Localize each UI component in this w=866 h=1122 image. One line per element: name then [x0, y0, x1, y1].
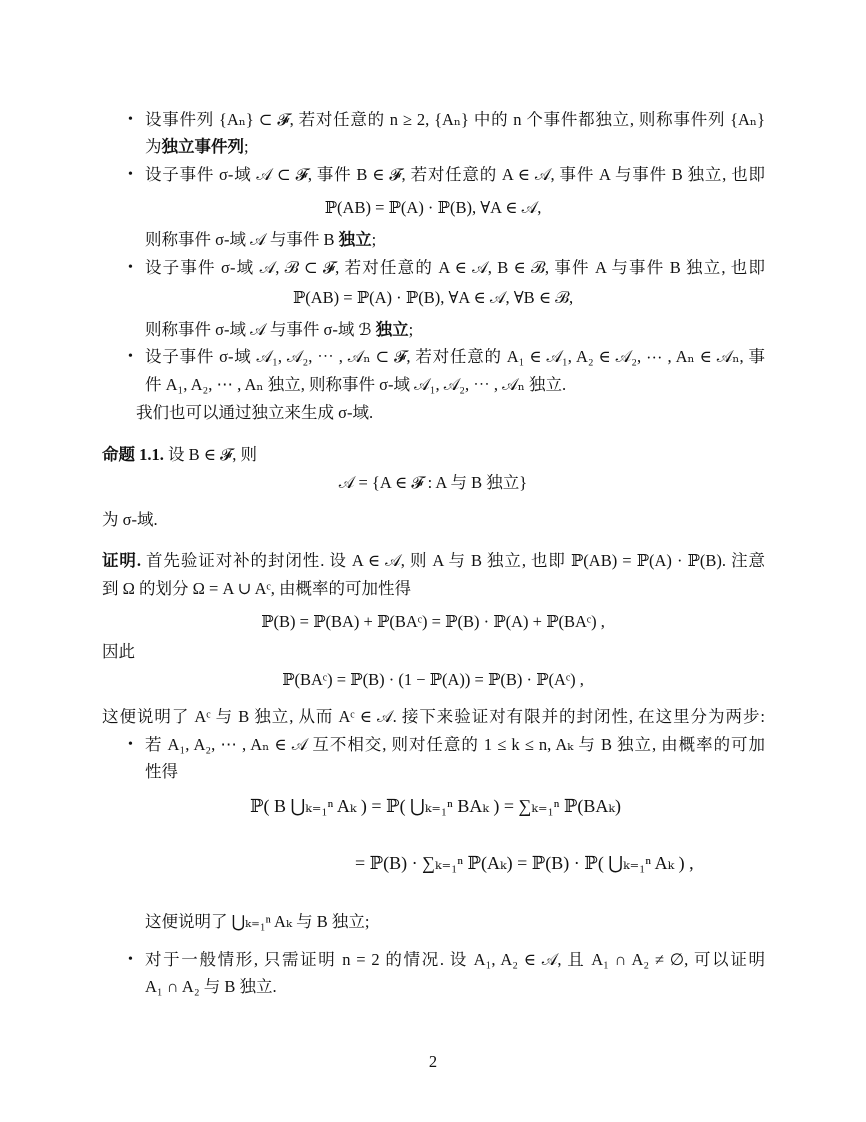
- text-line: 到 Ω 的划分 Ω = A ∪ Aᶜ, 由概率的可加性得: [102, 579, 412, 598]
- equation: 𝒜 = {A ∈ 𝓕 : A 与 B 独立}: [338, 473, 528, 492]
- text-line: 这便说明了 Aᶜ 与 B 独立, 从而 Aᶜ ∈ 𝒜. 接下来验证对有限并的封闭性, 在这里分为两步:: [102, 707, 765, 726]
- text-line: 为独立事件列;: [145, 137, 249, 156]
- text-line: 设子事件 σ-域 𝒜, ℬ ⊂ 𝓕, 若对任意的 A ∈ 𝒜, B ∈ ℬ, 事件 A 与事件 B 独立, 也即: [145, 258, 765, 277]
- proposition-label: 命题 1.1.: [102, 445, 164, 464]
- proof-label: 证明.: [102, 551, 141, 570]
- text-line: 设子事件 σ-域 𝒜₁, 𝒜₂, ⋯ , 𝒜ₙ ⊂ 𝓕, 若对任意的 A₁ ∈ 𝒜₁, A₂ ∈ 𝒜₂, ⋯ , Aₙ ∈ 𝒜ₙ, 事: [145, 347, 765, 366]
- bullet-icon: •: [128, 260, 133, 275]
- text-line: 因此: [102, 642, 135, 661]
- equation: ℙ(B) = ℙ(BA) + ℙ(BAᶜ) = ℙ(B) · ℙ(A) + ℙ(BAᶜ) ,: [261, 612, 605, 631]
- bullet-icon: •: [128, 737, 133, 752]
- text-line: A₁ ∩ A₂ 与 B 独立.: [145, 977, 277, 996]
- text-line: 我们也可以通过独立来生成 σ-域.: [136, 403, 374, 422]
- bullet-icon: •: [128, 349, 133, 364]
- text-line: 若 A₁, A₂, ⋯ , Aₙ ∈ 𝒜 互不相交, 则对任意的 1 ≤ k ≤ n, Aₖ 与 B 独立, 由概率的可加: [145, 735, 765, 754]
- text-line: 为 σ-域.: [102, 510, 158, 529]
- equation: = ℙ(B) · ∑ₖ₌₁ⁿ ℙ(Aₖ) = ℙ(B) · ℙ( ⋃ₖ₌₁ⁿ Aₖ ) ,: [355, 853, 694, 873]
- equation: ℙ(AB) = ℙ(A) · ℙ(B), ∀A ∈ 𝒜,: [324, 198, 542, 217]
- text-line: 则称事件 σ-域 𝒜 与事件 B 独立;: [145, 230, 377, 249]
- equation: ℙ(BAᶜ) = ℙ(B) · (1 − ℙ(A)) = ℙ(B) · ℙ(Aᶜ) ,: [282, 670, 584, 689]
- term-bold: 独立事件列: [161, 137, 244, 156]
- equation: ℙ( B ⋃ₖ₌₁ⁿ Aₖ ) = ℙ( ⋃ₖ₌₁ⁿ BAₖ ) = ∑ₖ₌₁ⁿ ℙ(BAₖ): [250, 796, 621, 816]
- text-line: 设事件列 {Aₙ} ⊂ 𝓕, 若对任意的 n ≥ 2, {Aₙ} 中的 n 个事件都独立, 则称事件列 {Aₙ}: [145, 110, 765, 129]
- text-line: 对于一般情形, 只需证明 n = 2 的情况. 设 A₁, A₂ ∈ 𝒜, 且 A₁ ∩ A₂ ≠ ∅, 可以证明: [145, 950, 765, 969]
- proof-line: 证明. 首先验证对补的封闭性. 设 A ∈ 𝒜, 则 A 与 B 独立, 也即 ℙ(AB) = ℙ(A) · ℙ(B). 注意: [102, 551, 765, 570]
- bullet-icon: •: [128, 112, 133, 127]
- proposition: 命题 1.1. 设 B ∈ 𝓕, 则: [102, 445, 258, 464]
- text-line: 这便说明了 ⋃ₖ₌₁ⁿ Aₖ 与 B 独立;: [145, 912, 370, 931]
- text-line: 性得: [145, 762, 178, 781]
- text-line: 则称事件 σ-域 𝒜 与事件 σ-域 ℬ 独立;: [145, 320, 414, 339]
- text-line: 件 A₁, A₂, ⋯ , Aₙ 独立, 则称事件 σ-域 𝒜₁, 𝒜₂, ⋯ , 𝒜ₙ 独立.: [145, 375, 567, 394]
- equation: ℙ(AB) = ℙ(A) · ℙ(B), ∀A ∈ 𝒜, ∀B ∈ ℬ,: [292, 288, 574, 307]
- text-line: 设子事件 σ-域 𝒜 ⊂ 𝓕, 事件 B ∈ 𝓕, 若对任意的 A ∈ 𝒜, 事件 A 与事件 B 独立, 也即: [145, 165, 765, 184]
- bullet-icon: •: [128, 167, 133, 182]
- page-number: 2: [428, 1052, 438, 1071]
- bullet-icon: •: [128, 952, 133, 967]
